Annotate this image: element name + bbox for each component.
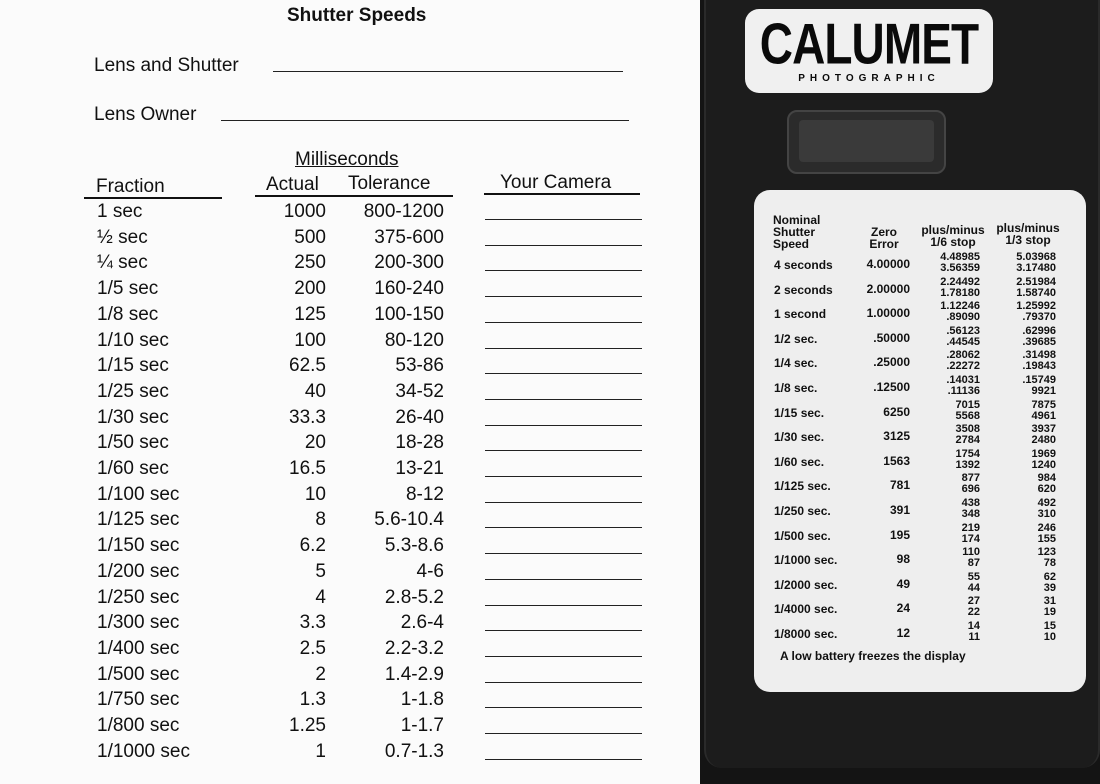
your-camera-blank	[485, 502, 642, 503]
table-row	[0, 612, 700, 638]
third-stop-plus: 31	[1043, 595, 1056, 608]
milliseconds-header-rule	[255, 195, 453, 197]
your-camera-blank	[485, 759, 642, 760]
table-row	[0, 278, 700, 304]
actual-ms-cell: 10	[304, 483, 326, 505]
sixth-stop-minus: 696	[961, 483, 980, 496]
zero-error-cell: 4.00000	[866, 257, 910, 271]
nominal-speed-cell: 1/250 sec.	[774, 504, 831, 518]
nominal-speed-cell: 1/1000 sec.	[774, 553, 838, 568]
nominal-speed-cell: 1/2000 sec.	[774, 577, 838, 592]
sixth-stop-cell	[926, 375, 980, 397]
tolerance-cell: 4-6	[416, 560, 444, 582]
third-stop-minus: 9921	[1031, 385, 1056, 397]
sixth-stop-cell	[926, 326, 980, 348]
card-row	[754, 375, 1086, 400]
tolerance-cell: 160-240	[374, 278, 444, 300]
sixth-stop-cell	[926, 449, 980, 471]
third-stop-plus: 123	[1037, 546, 1056, 559]
table-row	[0, 355, 700, 381]
sixth-stop-cell	[926, 301, 980, 323]
third-stop-cell	[1000, 523, 1056, 545]
nominal-speed-cell: 1/2 sec.	[774, 331, 818, 346]
calumet-logo	[745, 9, 993, 93]
your-camera-blank	[485, 682, 642, 683]
third-stop-plus: 492	[1037, 497, 1056, 509]
zero-error-cell: 3125	[883, 429, 910, 444]
card-row	[754, 277, 1086, 302]
actual-ms-cell: 6.2	[299, 535, 326, 557]
third-stop-minus: 3.17480	[1016, 262, 1056, 274]
card-row	[754, 498, 1086, 523]
zero-error-cell: 6250	[883, 404, 910, 419]
table-row	[0, 664, 700, 690]
sixth-stop-minus: 11	[968, 631, 980, 643]
actual-ms-cell: 40	[304, 380, 326, 402]
fraction-cell: 1/150 sec	[97, 535, 180, 557]
sixth-stop-header-line-2: 1/6 stop	[930, 235, 976, 249]
sixth-stop-plus: 14	[967, 620, 980, 632]
third-stop-cell	[1000, 424, 1056, 446]
fraction-cell: 1/5 sec	[97, 278, 159, 300]
sixth-stop-cell	[926, 621, 980, 643]
tolerance-cell: 2.2-3.2	[384, 637, 444, 659]
third-stop-header-line-2: 1/3 stop	[1005, 233, 1051, 247]
tolerance-cell: 1-1.7	[400, 715, 444, 736]
zero-error-cell: 98	[896, 552, 910, 567]
third-stop-header-line-1: plus/minus	[996, 221, 1060, 235]
your-camera-blank	[485, 373, 642, 374]
actual-ms-cell: 1.25	[289, 715, 326, 736]
third-stop-plus: 7875	[1031, 398, 1056, 411]
actual-ms-cell: 100	[294, 329, 326, 351]
third-stop-cell	[1000, 326, 1056, 348]
table-row	[0, 715, 700, 741]
third-stop-cell	[1000, 572, 1056, 594]
sixth-stop-plus: 110	[962, 546, 980, 559]
sixth-stop-cell	[926, 547, 980, 569]
your-camera-blank	[485, 296, 642, 297]
third-stop-minus: .79370	[1022, 311, 1056, 324]
card-row	[754, 572, 1086, 597]
sixth-stop-minus: 22	[967, 606, 980, 619]
actual-ms-cell: 62.5	[289, 355, 326, 377]
sixth-stop-header-line-1: plus/minus	[921, 223, 985, 237]
lcd-glass	[799, 120, 934, 162]
third-stop-cell	[1000, 277, 1056, 299]
tolerance-cell: 1-1.8	[400, 689, 444, 711]
third-stop-minus: 310	[1037, 508, 1056, 520]
table-row	[0, 458, 700, 484]
sixth-stop-plus: 219	[961, 521, 980, 534]
nominal-header	[773, 214, 820, 250]
third-stop-cell	[1000, 473, 1056, 495]
lens-owner-blank	[221, 120, 629, 121]
fraction-cell: ½ sec	[97, 226, 148, 248]
sixth-stop-minus: 3.56359	[940, 262, 980, 274]
sixth-stop-minus: 1392	[955, 458, 980, 471]
third-stop-header	[991, 222, 1065, 246]
your-camera-blank	[485, 605, 642, 606]
zero-error-cell: 12	[896, 626, 910, 640]
actual-ms-cell: 5	[315, 560, 326, 582]
your-camera-blank	[485, 733, 642, 734]
your-camera-blank	[485, 450, 642, 451]
actual-ms-cell: 16.5	[289, 458, 326, 479]
third-stop-minus: .19843	[1022, 360, 1056, 373]
tolerance-cell: 375-600	[374, 226, 444, 248]
third-stop-cell	[1000, 350, 1056, 372]
actual-ms-cell: 125	[294, 303, 326, 325]
sixth-stop-plus: .14031	[946, 374, 980, 386]
tolerance-cell: 18-28	[395, 432, 444, 454]
table-row	[0, 741, 700, 767]
card-row	[754, 473, 1086, 498]
lcd-display-window	[787, 110, 946, 174]
your-camera-blank	[485, 553, 642, 554]
your-camera-blank	[485, 399, 642, 400]
sixth-stop-plus: 1.12246	[940, 300, 980, 313]
tolerance-cell: 13-21	[395, 458, 444, 479]
actual-ms-cell: 2.5	[299, 637, 326, 659]
sixth-stop-cell	[926, 424, 980, 446]
nominal-speed-cell: 2 seconds	[774, 282, 833, 297]
table-row	[0, 252, 700, 278]
sixth-stop-plus: .28062	[946, 349, 980, 362]
third-stop-cell	[1000, 301, 1056, 323]
brand-subtitle: PHOTOGRAPHIC	[798, 73, 940, 84]
sixth-stop-minus: 1.78180	[940, 286, 980, 299]
third-stop-plus: 15	[1043, 620, 1056, 632]
fraction-cell: 1/400 sec	[97, 637, 180, 659]
zero-error-header-line-2: Error	[869, 237, 899, 251]
card-row	[754, 326, 1086, 351]
your-camera-column-header: Your Camera	[500, 172, 612, 193]
zero-error-cell: .25000	[873, 355, 910, 370]
fraction-cell: 1/50 sec	[97, 432, 169, 454]
third-stop-plus: .31498	[1022, 349, 1056, 362]
sixth-stop-cell	[926, 498, 980, 520]
third-stop-minus: 155	[1037, 532, 1056, 545]
zero-error-cell: 1563	[883, 453, 910, 468]
card-row	[754, 400, 1086, 425]
third-stop-cell	[1000, 498, 1056, 520]
zero-error-cell: 1.00000	[866, 306, 910, 321]
third-stop-cell	[1000, 375, 1056, 397]
sixth-stop-cell	[926, 596, 980, 618]
third-stop-minus: 10	[1043, 631, 1056, 643]
table-row	[0, 407, 700, 433]
zero-error-cell: .50000	[873, 330, 910, 345]
nominal-speed-cell: 1/125 sec.	[774, 479, 831, 494]
your-camera-blank	[485, 579, 642, 580]
third-stop-plus: 1.25992	[1016, 300, 1056, 313]
sixth-stop-cell	[926, 277, 980, 299]
lens-owner-label: Lens Owner	[94, 104, 197, 125]
fraction-cell: 1/1000 sec	[97, 740, 190, 762]
tolerance-column-header: Tolerance	[348, 173, 431, 194]
fraction-cell: 1 sec	[97, 201, 143, 222]
tolerance-cell: 100-150	[374, 303, 444, 325]
third-stop-cell	[1000, 621, 1056, 643]
sixth-stop-cell	[926, 473, 980, 495]
table-row	[0, 509, 700, 535]
your-camera-blank	[485, 270, 642, 271]
fraction-cell: 1/100 sec	[97, 483, 180, 505]
your-camera-blank	[485, 425, 642, 426]
your-camera-header-rule	[484, 193, 640, 195]
nominal-speed-cell: 1/8000 sec.	[774, 627, 838, 641]
your-camera-blank	[485, 527, 642, 528]
nominal-speed-cell: 1/8 sec.	[774, 381, 818, 395]
tolerance-cell: 800-1200	[363, 201, 444, 222]
third-stop-minus: 39	[1043, 581, 1056, 594]
your-camera-blank	[485, 476, 642, 477]
third-stop-plus: 1969	[1031, 447, 1056, 460]
table-row	[0, 201, 700, 227]
fraction-cell: 1/25 sec	[97, 380, 169, 402]
sixth-stop-plus: .56123	[946, 324, 980, 337]
card-row	[754, 350, 1086, 375]
nominal-speed-cell: 4 seconds	[774, 258, 833, 272]
third-stop-minus: 19	[1043, 606, 1056, 619]
actual-ms-cell: 33.3	[289, 406, 326, 428]
sixth-stop-minus: .44545	[946, 335, 980, 348]
tolerance-cell: 80-120	[384, 329, 444, 351]
milliseconds-group-header: Milliseconds	[295, 149, 399, 170]
actual-ms-cell: 1	[315, 740, 326, 762]
third-stop-plus: 246	[1037, 521, 1056, 534]
third-stop-minus: .39685	[1022, 335, 1056, 348]
table-row	[0, 689, 700, 715]
zero-error-cell: 781	[889, 478, 910, 493]
actual-ms-cell: 1000	[283, 201, 326, 222]
actual-ms-cell: 250	[294, 252, 326, 274]
tolerance-cell: 2.6-4	[400, 612, 444, 634]
fraction-header-rule	[84, 197, 222, 199]
sixth-stop-minus: .11136	[947, 385, 980, 397]
nominal-header-line-3: Speed	[773, 237, 810, 251]
third-stop-plus: 2.51984	[1016, 275, 1056, 288]
sixth-stop-minus: 2784	[955, 434, 980, 447]
third-stop-cell	[1000, 449, 1056, 471]
sixth-stop-cell	[926, 400, 980, 422]
tolerance-cell: 53-86	[395, 355, 444, 377]
sixth-stop-minus: 348	[961, 508, 980, 520]
third-stop-cell	[1000, 252, 1056, 274]
sixth-stop-cell	[926, 523, 980, 545]
nominal-speed-cell: 1/4 sec.	[774, 356, 818, 371]
sixth-stop-cell	[926, 252, 980, 274]
third-stop-cell	[1000, 400, 1056, 422]
third-stop-minus: 4961	[1031, 409, 1056, 422]
fraction-cell: 1/200 sec	[97, 560, 180, 582]
zero-error-cell: 391	[889, 503, 910, 517]
card-row	[754, 621, 1086, 646]
actual-ms-cell: 1.3	[299, 689, 326, 711]
card-row	[754, 547, 1086, 572]
sheet-title: Shutter Speeds	[287, 5, 427, 26]
card-row	[754, 301, 1086, 326]
third-stop-plus: 984	[1037, 472, 1056, 485]
table-row	[0, 535, 700, 561]
nominal-speed-cell: 1/500 sec.	[774, 528, 831, 543]
third-stop-plus: 62	[1043, 570, 1056, 583]
card-row	[754, 449, 1086, 474]
nominal-speed-cell: 1/30 sec.	[774, 430, 825, 445]
your-camera-blank	[485, 348, 642, 349]
third-stop-plus: .15749	[1022, 374, 1056, 386]
actual-ms-cell: 200	[294, 278, 326, 300]
sixth-stop-plus: 55	[967, 570, 980, 583]
third-stop-minus: 620	[1037, 483, 1056, 496]
sixth-stop-plus: 3508	[955, 423, 980, 436]
nominal-speed-cell: 1/4000 sec.	[774, 602, 838, 617]
sixth-stop-plus: 438	[961, 497, 980, 509]
fraction-cell: 1/125 sec	[97, 509, 180, 531]
tolerance-cell: 5.3-8.6	[384, 535, 444, 557]
third-stop-minus: 1.58740	[1016, 286, 1056, 299]
fraction-cell: 1/750 sec	[97, 689, 180, 711]
tolerance-cell: 26-40	[395, 406, 444, 428]
tolerance-cell: 34-52	[395, 380, 444, 402]
nominal-speed-cell: 1/60 sec.	[774, 454, 825, 469]
fraction-cell: 1/30 sec	[97, 406, 169, 428]
your-camera-blank	[485, 245, 642, 246]
fraction-cell: ¼ sec	[97, 252, 148, 274]
your-camera-blank	[485, 322, 642, 323]
sixth-stop-cell	[926, 350, 980, 372]
sixth-stop-minus: .22272	[946, 360, 980, 373]
zero-error-cell: 49	[896, 576, 910, 591]
tolerance-cell: 1.4-2.9	[384, 663, 444, 685]
fraction-cell: 1/300 sec	[97, 612, 180, 634]
sixth-stop-plus: 4.48985	[940, 251, 980, 263]
lens-and-shutter-label: Lens and Shutter	[94, 55, 239, 76]
zero-error-cell: 2.00000	[866, 281, 910, 296]
sixth-stop-minus: 5568	[955, 409, 980, 422]
sixth-stop-plus: 1754	[955, 447, 980, 460]
table-row	[0, 484, 700, 510]
nominal-header-line-2: Shutter	[773, 225, 815, 239]
sixth-stop-minus: .89090	[946, 311, 980, 324]
fraction-cell: 1/250 sec	[97, 586, 180, 608]
zero-error-cell: 195	[889, 527, 910, 542]
third-stop-minus: 2480	[1031, 434, 1056, 447]
tolerance-cell: 0.7-1.3	[384, 740, 444, 762]
fraction-cell: 1/15 sec	[97, 355, 169, 377]
table-row	[0, 227, 700, 253]
table-row	[0, 561, 700, 587]
zero-error-cell: 24	[896, 601, 910, 616]
your-camera-blank	[485, 656, 642, 657]
lens-and-shutter-blank	[273, 71, 623, 72]
third-stop-cell	[1000, 547, 1056, 569]
actual-ms-cell: 2	[315, 663, 326, 685]
your-camera-blank	[485, 630, 642, 631]
table-row	[0, 432, 700, 458]
tolerance-cell: 2.8-5.2	[384, 586, 444, 608]
table-row	[0, 304, 700, 330]
card-row	[754, 252, 1086, 277]
third-stop-plus: 3937	[1031, 423, 1056, 436]
sixth-stop-minus: 174	[961, 532, 980, 545]
actual-ms-cell: 500	[294, 226, 326, 248]
sixth-stop-header	[916, 224, 990, 248]
card-row	[754, 523, 1086, 548]
third-stop-minus: 78	[1043, 557, 1056, 570]
actual-column-header: Actual	[266, 174, 319, 195]
tolerance-cell: 5.6-10.4	[374, 509, 444, 531]
card-row	[754, 424, 1086, 449]
sixth-stop-plus: 877	[961, 472, 980, 485]
brand-name: CALUMET	[759, 11, 979, 77]
battery-note: A low battery freezes the display	[780, 649, 966, 663]
third-stop-plus: .62996	[1022, 324, 1056, 337]
sixth-stop-minus: 44	[967, 581, 980, 594]
nominal-speed-cell: 1/15 sec.	[774, 405, 825, 420]
zero-error-cell: .12500	[873, 380, 910, 394]
zero-error-header-line-1: Zero	[870, 225, 897, 239]
fraction-column-header: Fraction	[96, 176, 165, 197]
table-row	[0, 330, 700, 356]
fraction-cell: 1/500 sec	[97, 663, 180, 685]
table-row	[0, 587, 700, 613]
sixth-stop-cell	[926, 572, 980, 594]
sixth-stop-plus: 2.24492	[940, 275, 980, 288]
tolerance-cell: 8-12	[405, 483, 444, 505]
third-stop-plus: 5.03968	[1016, 251, 1056, 263]
your-camera-blank	[485, 707, 642, 708]
fraction-cell: 1/10 sec	[97, 329, 169, 351]
nominal-speed-cell: 1 second	[774, 307, 827, 322]
sixth-stop-plus: 27	[967, 595, 980, 608]
sixth-stop-plus: 7015	[955, 398, 980, 411]
nominal-header-line-1: Nominal	[773, 213, 821, 227]
sixth-stop-minus: 87	[967, 557, 980, 570]
table-row	[0, 638, 700, 664]
actual-ms-cell: 3.3	[299, 612, 326, 634]
actual-ms-cell: 4	[315, 586, 326, 608]
card-row	[754, 596, 1086, 621]
tolerance-cell: 200-300	[374, 252, 444, 274]
your-camera-blank	[485, 219, 642, 220]
table-row	[0, 381, 700, 407]
fraction-cell: 1/800 sec	[97, 715, 180, 736]
zero-error-header	[854, 226, 914, 250]
actual-ms-cell: 20	[304, 432, 326, 454]
actual-ms-cell: 8	[315, 509, 326, 531]
fraction-cell: 1/60 sec	[97, 458, 169, 479]
fraction-cell: 1/8 sec	[97, 303, 159, 325]
third-stop-minus: 1240	[1031, 458, 1056, 471]
third-stop-cell	[1000, 596, 1056, 618]
